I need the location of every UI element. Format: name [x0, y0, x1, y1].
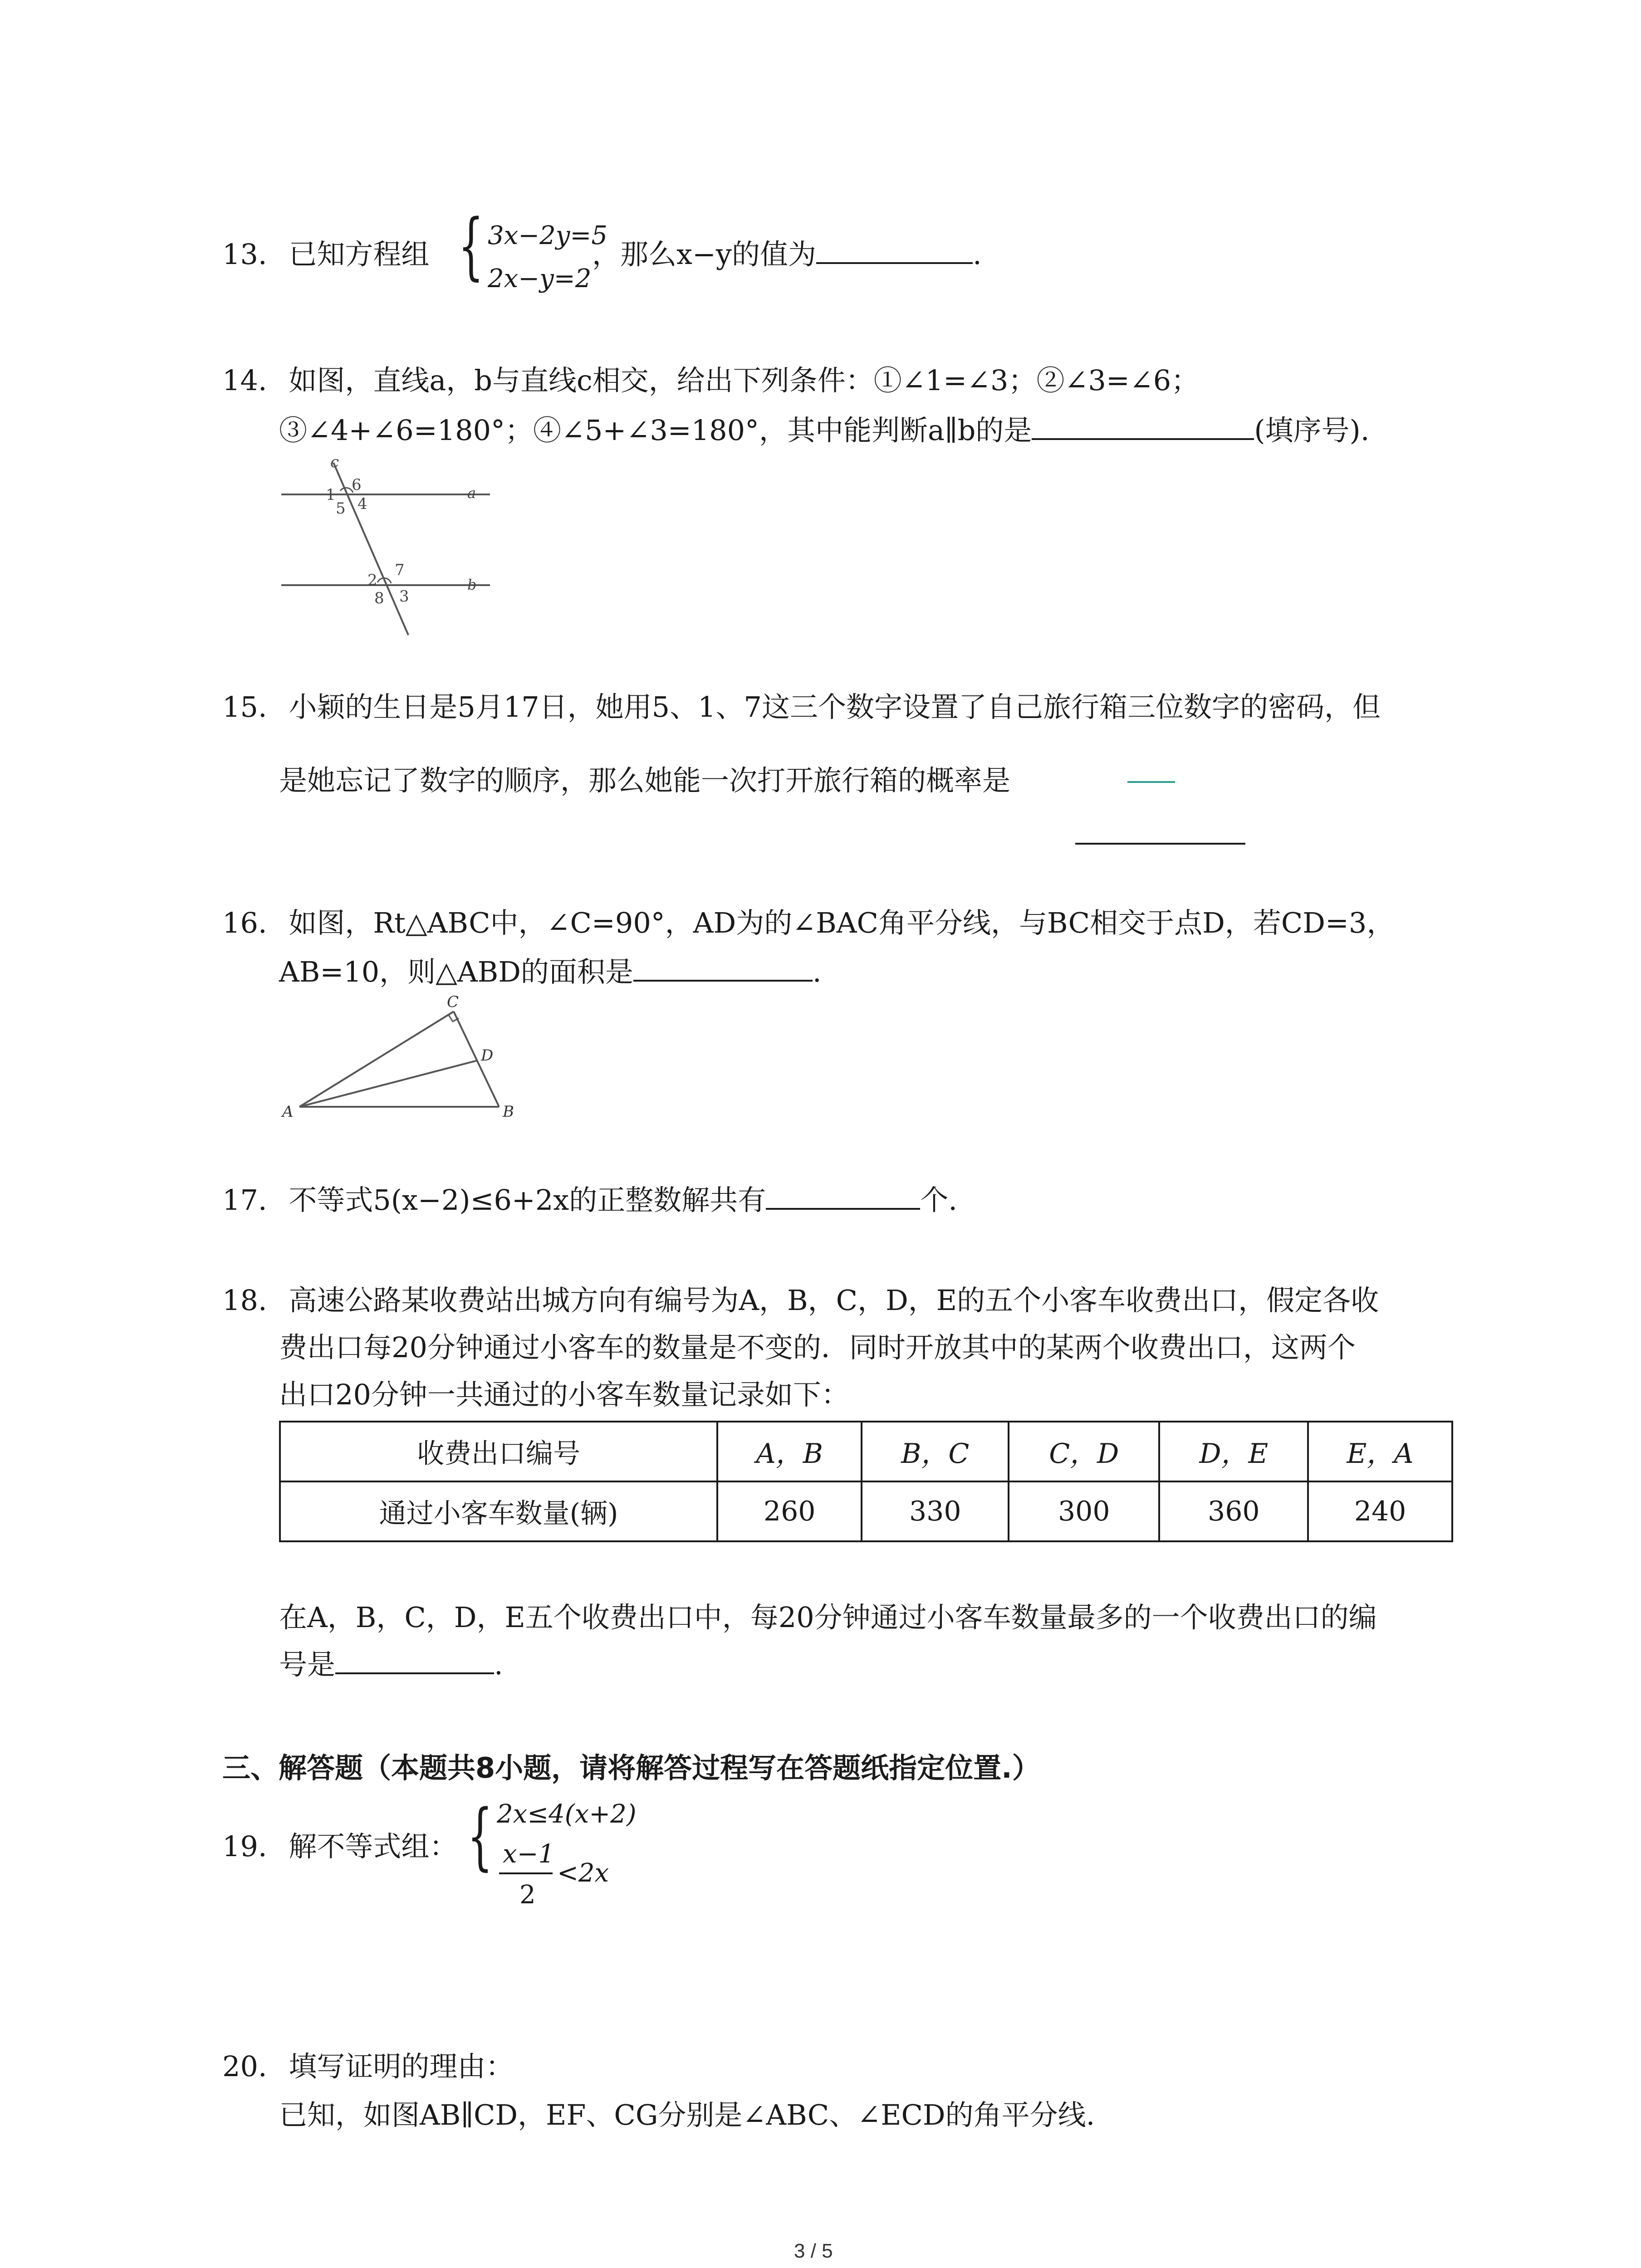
table-cell: B，C	[862, 1422, 1009, 1481]
q16-end: .	[812, 955, 822, 988]
label-8: 8	[374, 589, 384, 607]
q20-line1-text: 填写证明的理由：	[289, 2050, 514, 2083]
q19-ineq2-rest: <2x	[557, 1858, 609, 1888]
question-number: 18.	[222, 1284, 267, 1317]
q18-after2	[279, 1648, 503, 1681]
question-number: 15.	[222, 690, 267, 723]
q19-ineq1: 2x≤4(x+2)	[497, 1799, 637, 1829]
q19-prefix	[222, 1830, 458, 1863]
q18-line2: 费出口每20分钟通过小客车的数量是不变的．同时开放其中的某两个收费出口，这两个	[279, 1331, 1356, 1364]
table-cell: D，E	[1159, 1422, 1308, 1481]
label-B: B	[503, 1103, 514, 1121]
fraction-bar	[499, 1872, 553, 1874]
q18-after1: 在A，B，C，D，E五个收费出口中，每20分钟通过小客车数量最多的一个收费出口的编	[279, 1601, 1377, 1634]
table-row	[280, 1481, 1452, 1541]
label-4: 4	[358, 495, 367, 513]
bisector-ad	[299, 1061, 477, 1107]
label-2: 2	[367, 571, 377, 589]
q14-line1-text: 如图，直线a，b与直线c相交，给出下列条件：①∠1=∠3；②∠3=∠6；	[289, 364, 1200, 397]
table-cell: 240	[1308, 1481, 1452, 1541]
table-cell: E，A	[1308, 1422, 1452, 1481]
q18-line1-text: 高速公路某收费站出城方向有编号为A，B，C，D，E的五个小客车收费出口，假定各收	[289, 1284, 1379, 1317]
page-number: 3 / 5	[794, 2240, 833, 2262]
q19-frac-num: x−1	[503, 1839, 555, 1869]
table-cell: A，B	[717, 1422, 862, 1481]
label-C: C	[447, 993, 459, 1011]
q14-line2-text: ③∠4+∠6=180°；④∠5+∠3=180°，其中能判断a∥b的是	[279, 414, 1032, 447]
table-cell: 通过小客车数量(辆)	[280, 1481, 717, 1541]
question-number: 13.	[222, 238, 267, 271]
q14-line2	[279, 416, 1369, 445]
q16-line1	[222, 906, 1395, 939]
q15-line1-text: 小颖的生日是5月17日，她用5、1、7这三个数字设置了自己旅行箱三位数字的密码，但	[289, 690, 1381, 723]
table-cell: C，D	[1009, 1422, 1159, 1481]
parallel-lines-figure	[272, 449, 508, 640]
q13-suffix	[592, 240, 982, 269]
q20-line2: 已知，如图AB∥CD，EF、CG分别是∠ABC、∠ECD的角平分线.	[279, 2098, 1095, 2131]
q18-line3: 出口20分钟一共通过的小客车数量记录如下：	[279, 1378, 849, 1411]
q15-line1	[222, 690, 1381, 723]
q19-frac-den: 2	[519, 1880, 536, 1910]
table-header-row	[280, 1422, 1452, 1481]
q14-line2-end: (填序号).	[1254, 414, 1370, 447]
q13-end: .	[972, 238, 982, 271]
label-D: D	[481, 1046, 494, 1065]
q16-line2-text: AB=10，则△ABD的面积是	[279, 955, 633, 988]
answer-blank[interactable]	[633, 980, 813, 982]
system-brace: {	[467, 1794, 493, 1878]
q17-text: 不等式5(x−2)≤6+2x的正整数解共有	[289, 1183, 766, 1217]
q17-line	[222, 1183, 957, 1217]
answer-blank[interactable]	[816, 262, 973, 264]
question-number: 20.	[222, 2050, 267, 2083]
fraction-bar	[1127, 781, 1175, 783]
q18-end: .	[494, 1648, 503, 1681]
q17-end: 个.	[920, 1183, 957, 1217]
section-heading: 三、解答题（本题共8小题，请将解答过程写在答题纸指定位置.）	[222, 1751, 1040, 1784]
answer-blank[interactable]	[335, 1672, 494, 1674]
answer-blank[interactable]	[1032, 438, 1254, 440]
label-3: 3	[399, 587, 409, 606]
label-6: 6	[352, 476, 362, 494]
table-cell: 收费出口编号	[280, 1422, 717, 1481]
q18-line1	[222, 1286, 1379, 1315]
label-c: c	[330, 453, 339, 471]
q14-line1	[222, 364, 1200, 397]
q16-line2	[279, 955, 822, 988]
q18-after2-text: 号是	[279, 1648, 336, 1681]
label-b: b	[467, 576, 477, 593]
q13-text: 已知方程组	[289, 238, 430, 271]
q16-line1-text: 如图，Rt△ABC中，∠C=90°，AD为的∠BAC角平分线，与BC相交于点D，若CD=3，	[289, 906, 1395, 939]
table-cell: 260	[717, 1481, 862, 1541]
question-number: 16.	[222, 906, 267, 939]
question-number: 14.	[222, 364, 267, 397]
label-5: 5	[336, 499, 346, 518]
label-1: 1	[326, 486, 336, 504]
answer-blank[interactable]	[766, 1208, 920, 1210]
table-cell: 330	[862, 1481, 1009, 1541]
question-number: 17.	[222, 1183, 267, 1217]
label-A: A	[282, 1103, 294, 1121]
q15-line2: 是她忘记了数字的顺序，那么她能一次打开旅行箱的概率是	[279, 764, 1011, 797]
table-cell: 360	[1159, 1481, 1308, 1541]
question-number: 19.	[222, 1830, 267, 1863]
q13-eq2: 2x−y=2	[488, 264, 592, 293]
side-ac	[299, 1012, 454, 1107]
q13-eq1: 3x−2y=5	[488, 221, 607, 250]
table-cell: 300	[1009, 1481, 1159, 1541]
label-a: a	[467, 484, 476, 502]
traffic-table	[279, 1421, 1453, 1542]
q13-prefix	[222, 240, 429, 269]
label-7: 7	[395, 561, 405, 579]
right-triangle-figure	[272, 993, 535, 1125]
system-brace: {	[458, 203, 484, 288]
q20-line1	[222, 2050, 514, 2083]
answer-blank[interactable]	[1075, 843, 1245, 845]
q13-suffix-text: ，那么x−y的值为	[592, 238, 816, 271]
q19-text: 解不等式组：	[289, 1830, 458, 1863]
